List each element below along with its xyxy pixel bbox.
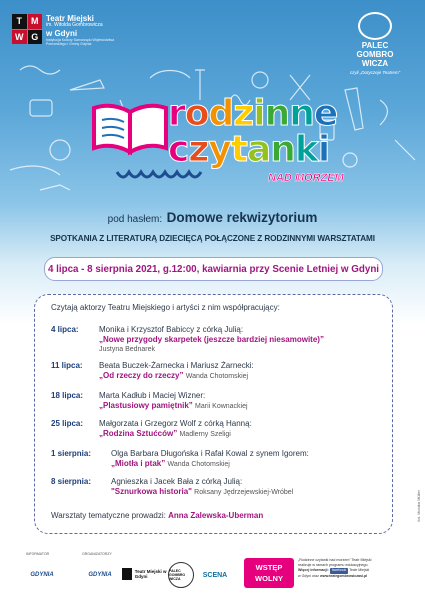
- row-readers: Małgorzata i Grzegorz Wolf z córką Hanną:: [99, 419, 252, 428]
- entry-line-2: WOLNY: [255, 574, 283, 583]
- entry-line-1: WSTĘP: [255, 563, 283, 572]
- photo-credit: fot. Monika Müller: [416, 490, 421, 522]
- row-book: „Plastusiowy pamiętnik”: [99, 401, 193, 410]
- title-letter: c: [168, 129, 189, 170]
- title-letter: y: [208, 129, 231, 170]
- partner-name: PALEC GOMBRO WICZA: [356, 41, 394, 68]
- row-book-line: [111, 459, 230, 470]
- scena-logo: SCENA: [202, 571, 228, 579]
- theatre-name-block: [46, 14, 116, 47]
- row-author: Wanda Chotomskiej: [167, 461, 230, 468]
- row-author: Roksany Jędrzejewskiej-Wróbel: [194, 489, 294, 496]
- title-letter: r: [168, 93, 185, 134]
- footer-label-info: INFORMATOR: [26, 552, 50, 556]
- row-readers: Beata Buczek-Żarnecka i Mariusz Żarnecki:: [99, 361, 254, 370]
- program-row: [51, 361, 386, 380]
- row-date: 25 lipca:: [51, 419, 84, 428]
- title-letter: n: [264, 93, 290, 134]
- title-letter: k: [294, 129, 318, 170]
- open-book-icon: [90, 100, 170, 158]
- row-author: Wanda Chotomskiej: [185, 373, 249, 380]
- title-letter: o: [184, 93, 209, 134]
- row-author: Justyna Bednarek: [99, 346, 156, 353]
- wave-icon: [115, 168, 215, 182]
- partner-logo: [335, 12, 415, 75]
- theatre-institution: Instytucja Kultury Samorządu Województwa Pomorskiego i Gminy Gdynia: [46, 38, 115, 47]
- row-readers: Monika i Krzysztof Babiccy z córką Julią:: [99, 325, 244, 334]
- title-line-1: [168, 93, 338, 134]
- row-book: „Rodzina Sztućców”: [99, 429, 178, 438]
- row-date: 4 lipca:: [51, 325, 79, 334]
- row-book: „Nowe przygody skarpetek (jeszcze bardziej niesamowite)”: [99, 335, 324, 344]
- info-line-1: „Rodzinne czytanki nad morzem” Teatr Miejski: [298, 558, 372, 562]
- program-row: [51, 449, 386, 468]
- row-readers: Olga Barbara Długońska i Rafał Kowal z synem Igorem:: [111, 449, 309, 458]
- title-letter: n: [289, 93, 314, 134]
- row-book: „Miotła i ptak”: [111, 459, 166, 468]
- footer-palec-logo: PALEC GOMBRO WICZA: [168, 562, 194, 588]
- program-box: [34, 294, 393, 534]
- title-letter: z: [233, 93, 254, 134]
- gdynia-logo-2: GDYNIA: [88, 572, 112, 578]
- footer-label-organizers: ORGANIZATORZY: [82, 552, 112, 556]
- website-link[interactable]: www.teatrgombrowiczasi.pl: [319, 573, 368, 578]
- logo-letter-g: G: [28, 30, 43, 45]
- tmg-mark-icon: [122, 568, 132, 580]
- logo-letter-w: W: [12, 30, 27, 45]
- program-row: [51, 477, 386, 496]
- info-line-3: Więcej informacji: facebook Teatr Miejski: [298, 568, 370, 573]
- row-book-line: [99, 401, 248, 412]
- workshop-leader: Anna Zalewska-Uberman: [168, 511, 264, 520]
- workshop-label: Warsztaty tematyczne prowadzi:: [51, 511, 166, 520]
- gdynia-logo: GDYNIA: [30, 572, 54, 578]
- info-line-2: realizuje w ramach programu edukacyjnego.: [298, 563, 369, 568]
- row-book: „Od rzeczy do rzeczy”: [99, 371, 184, 380]
- title-letter: e: [313, 93, 338, 134]
- footer-info: [298, 558, 422, 579]
- title-tagline: NAD MORZEM: [268, 172, 344, 184]
- title-letter: i: [317, 129, 330, 170]
- theatre-logo: [12, 14, 42, 44]
- program-intro: Czytają aktorzy Teatru Miejskiego i artyści z nim współpracujący:: [51, 303, 280, 312]
- program-row: [51, 419, 386, 438]
- logo-letter-t: T: [12, 14, 27, 29]
- theatre-subname: im. Witolda Gombrowicza: [46, 22, 103, 29]
- free-entry-badge: [244, 558, 294, 588]
- title-letter: a: [246, 129, 271, 170]
- row-date: 1 sierpnia:: [51, 449, 92, 458]
- title-letter: d: [208, 93, 234, 134]
- title-letter: z: [188, 129, 209, 170]
- workshop-line: [51, 511, 263, 520]
- motto-label: pod hasłem:: [107, 214, 163, 225]
- theatre-city: w Gdyni: [46, 28, 78, 38]
- row-book: "Sznurkowa historia": [111, 487, 192, 496]
- row-book-line: [99, 371, 248, 382]
- motto: [0, 209, 425, 227]
- row-author: Marii Kownackiej: [195, 403, 248, 410]
- row-author: Madlerny Szeligi: [179, 431, 231, 438]
- row-book-line: [99, 429, 231, 440]
- title-letter: n: [270, 129, 295, 170]
- date-bar: 4 lipca - 8 sierpnia 2021, g.12:00, kawiarnia przy Scenie Letniej w Gdyni: [44, 257, 383, 281]
- row-date: 8 sierpnia:: [51, 477, 92, 486]
- row-readers: Marta Kadłub i Maciej Wizner:: [99, 391, 206, 400]
- row-date: 11 lipca:: [51, 361, 83, 370]
- row-readers: Agnieszka i Jacek Bała z córką Julią:: [111, 477, 243, 486]
- facebook-icon: facebook: [331, 568, 347, 573]
- title-line-2: [168, 129, 330, 170]
- program-row: [51, 325, 386, 353]
- theatre-name: Teatr Miejski: [46, 14, 94, 23]
- thumbprint-icon: [358, 12, 392, 40]
- motto-value: Domowe rekwizytorium: [166, 210, 318, 225]
- meetings-heading: SPOTKANIA Z LITERATURĄ DZIECIĘCĄ POŁĄCZONE Z RODZINNYMI WARSZTATAMI: [50, 234, 375, 243]
- info-line-4: w Gdyni oraz www.teatrgombrowiczasi.pl: [298, 573, 368, 578]
- footer-tmg-logo: [122, 564, 172, 584]
- row-date: 18 lipca:: [51, 391, 84, 400]
- footer-tmg-text: Teatr Miejski w Gdyni: [134, 569, 167, 579]
- logo-letter-m: M: [28, 14, 43, 29]
- title-letter: i: [253, 93, 265, 134]
- partner-tagline: czyli „Dotyczeje Teatrem”: [349, 70, 401, 76]
- program-row: [51, 391, 386, 410]
- row-book-line: [111, 487, 293, 498]
- title-letter: t: [230, 129, 247, 170]
